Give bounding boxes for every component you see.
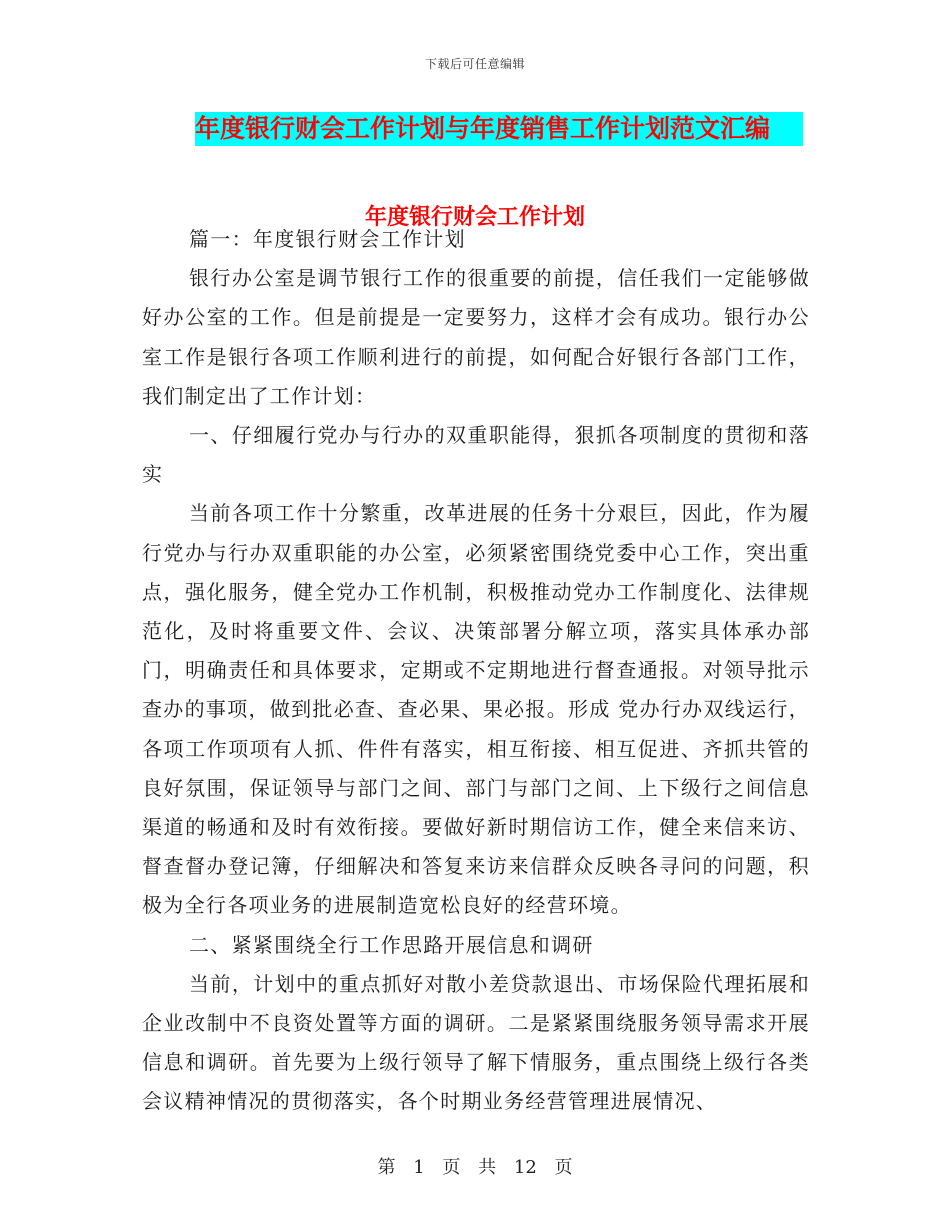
paragraph: 当前，计划中的重点抓好对散小差贷款退出、市场保险代理拓展和企业改制中不良资处置等方面的调研。二是紧紧围绕服务领导需求开展信息和调研。首先要为上级行领导了解下情服务，重点围绕上级行各类会议精神情况的贯彻落实，各个时期业务经营管理进展情况、 — [142, 971, 810, 1114]
header-note: 下载后可任意编辑 — [424, 57, 525, 71]
paragraph: 银行办公室是调节银行工作的很重要的前提，信任我们一定能够做好办公室的工作。但是前提是一定要努力，这样才会有成功。银行办公室工作是银行各项工作顺利进行的前提，如何配合好银行各部门工作，我们制定出了工作计划： — [142, 266, 810, 408]
footer-total-pages: 12 — [513, 1157, 537, 1178]
footer-page-number: 1 — [413, 1157, 425, 1178]
main-title: 年度银行财会工作计划与年度销售工作计划范文汇编 — [195, 114, 771, 143]
footer-page-unit: 页 — [442, 1157, 461, 1178]
paragraph: 当前各项工作十分繁重，改革进展的任务十分艰巨，因此，作为履行党办与行办双重职能的办公室，必须紧密围绕党委中心工作，突出重点，强化服务，健全党办工作机制，积极推动党办工作制度化、法律规范化，及时将重要文件、会议、决策部署分解立项，落实具体承办部门，明确责任和具体要求，定期或不定期地进行督查通报。对领导批示查办的事项，做到批必查、查必果、果必报。形成 党办行办双线运行，各项工作项项有人抓、件件有落实，相互衔接、相互促进、齐抓共管的良好氛围，保证领导与部门之间、部门与部门之间、上下级行之间信息渠道的畅通和及时有效衔接。要做好新时期信访工作，健全来信来访、督查督办登记簿，仔细解决和答复来访来信群众反映各寻问的问题，积极为全行各项业务的进展制造宽松良好的经营环境。 — [142, 501, 810, 918]
paragraph: 篇一：年度银行财会工作计划 — [189, 227, 466, 251]
section-title: 年度银行财会工作计划 — [364, 204, 585, 230]
document-body — [142, 220, 810, 1122]
footer-page-word: 第 — [377, 1157, 396, 1178]
page-footer — [0, 1153, 950, 1179]
footer-total-unit: 页 — [554, 1157, 573, 1178]
paragraph: 二、紧紧围绕全行工作思路开展信息和调研 — [189, 932, 594, 957]
footer-total-word: 共 — [478, 1157, 497, 1178]
paragraph: 一、仔细履行党办与行办的双重职能得，狠抓各项制度的贯彻和落实 — [142, 423, 810, 487]
